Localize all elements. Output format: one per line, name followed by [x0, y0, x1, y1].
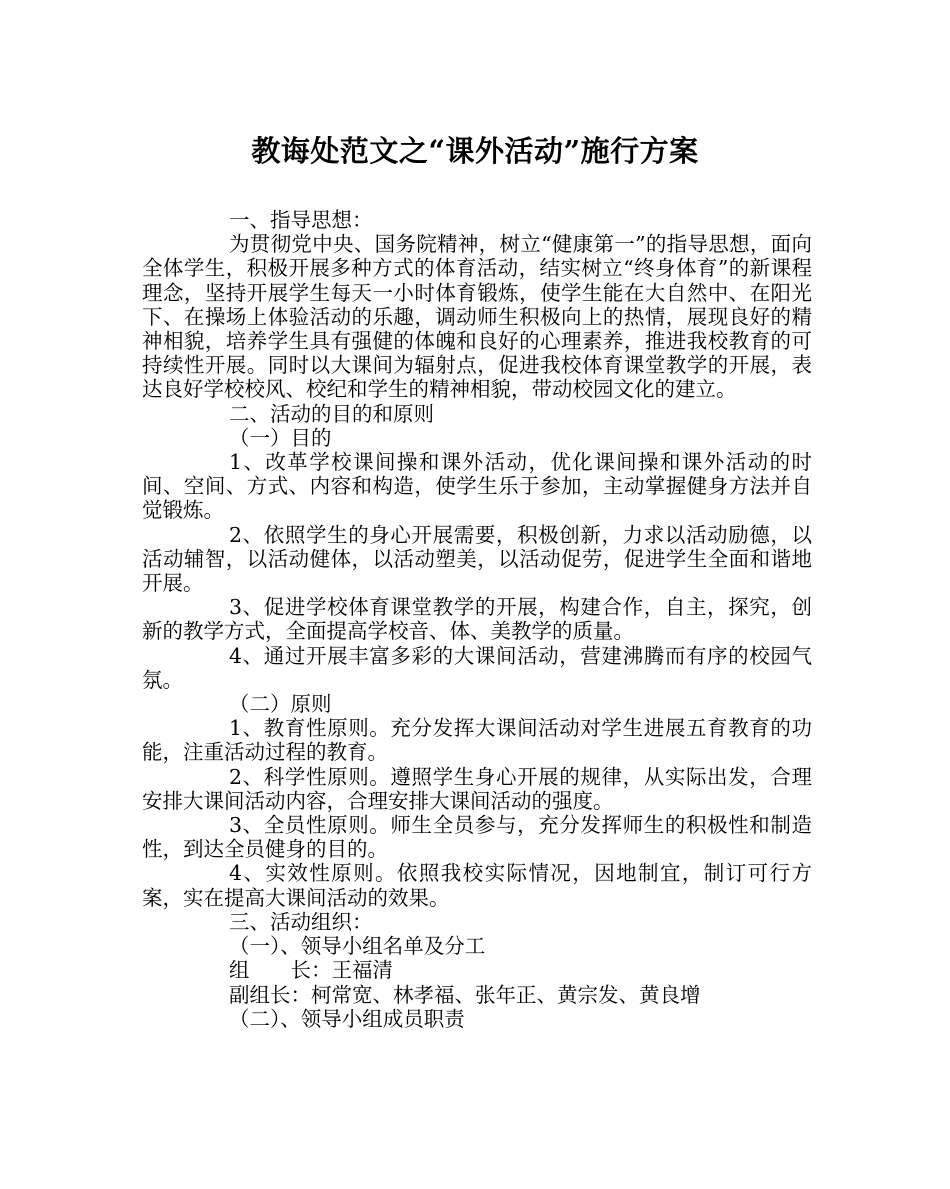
subsection-heading-purpose: （一）目的 [229, 425, 332, 450]
subsection-heading-principles: （二）原则 [229, 692, 332, 717]
subsection-heading-leadership-list: （一）、领导小组名单及分工 [229, 934, 486, 959]
subsection-heading-duties: （二）、领导小组成员职责 [229, 1006, 465, 1031]
section-heading-guiding-thought: 一、指导思想： [229, 208, 373, 232]
document-body [142, 208, 812, 1031]
purpose-item-3: 3、促进学校体育课堂教学的开展，构建合作，自主，探究，创新的教学方式，全面提高学校音、体、美教学的质量。 [142, 595, 812, 644]
principle-item-1: 1、教育性原则。充分发挥大课间活动对学生进展五育教育的功能，注重活动过程的教育。 [142, 716, 812, 765]
principle-item-4: 4、实效性原则。依照我校实际情况，因地制宜，制订可行方案，实在提高大课间活动的效果。 [142, 861, 812, 910]
purpose-item-2: 2、依照学生的身心开展需要，积极创新，力求以活动励德，以活动辅智，以活动健体，以活动塑美，以活动促劳，促进学生全面和谐地开展。 [142, 522, 812, 596]
section-heading-organization: 三、活动组织： [229, 909, 373, 934]
deputy-leaders-line: 副组长：柯常宽、林孝福、张年正、黄宗发、黄良增 [229, 982, 701, 1007]
purpose-item-4: 4、通过开展丰富多彩的大课间活动，营建沸腾而有序的校园气氛。 [142, 643, 812, 692]
leader-line: 组 长：王福清 [229, 958, 393, 983]
document-title: 教诲处范文之“课外活动”施行方案 [251, 134, 699, 168]
section-heading-purpose-principles: 二、活动的目的和原则 [229, 401, 434, 426]
paragraph-guiding-thought: 为贯彻党中央、国务院精神，树立“健康第一”的指导思想，面向全体学生，积极开展多种方式的体育活动，结实树立“终身体育”的新课程理念，坚持开展学生每天一小时体育锻炼，使学生能在大自然中、在阳光下、在操场上体验活动的乐趣，调动师生积极向上的热情，展现良好的精神相貌，培养学生具有强健的体魄和良好的心理素养，推进我校教育的可持续性开展。同时以大课间为辐射点，促进我校体育课堂教学的开展，表达良好学校校风、校纪和学生的精神相貌，带动校园文化的建立。 [142, 232, 812, 402]
principle-item-3: 3、全员性原则。师生全员参与，充分发挥师生的积极性和制造性，到达全员健身的目的。 [142, 813, 812, 862]
principle-item-2: 2、科学性原则。遵照学生身心开展的规律，从实际出发，合理安排大课间活动内容，合理安排大课间活动的强度。 [142, 764, 812, 813]
purpose-item-1: 1、改革学校课间操和课外活动，优化课间操和课外活动的时间、空间、方式、内容和构造，使学生乐于参加，主动掌握健身方法并自觉锻炼。 [142, 450, 812, 523]
